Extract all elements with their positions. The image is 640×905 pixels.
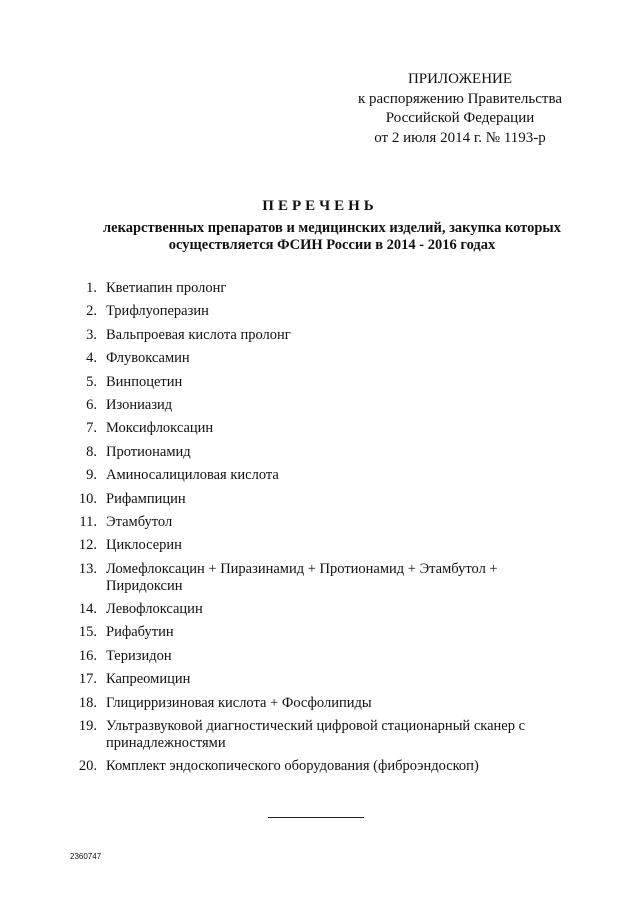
list-item-number: 6. <box>86 396 97 413</box>
appendix-title: ПРИЛОЖЕНИЕ <box>407 71 513 87</box>
list-item <box>0 420 640 437</box>
list-item-number: 18. <box>78 694 97 711</box>
list-item-name: Ломефлоксацин + Пиразинамид + Протионамид + Этамбутол + Пиридоксин <box>106 560 498 594</box>
list-item <box>0 303 640 320</box>
list-item-number: 5. <box>86 373 97 390</box>
list-item-name: Трифлуоперазин <box>106 303 209 320</box>
appendix-authority-line: Российской Федерации <box>385 110 535 126</box>
subtitle-line-2: осуществляется ФСИН России в 2014 - 2016 годах <box>168 237 496 253</box>
appendix-date-line: от 2 июля 2014 г. № 1193-р <box>374 129 546 146</box>
list-item-number: 8. <box>86 443 97 460</box>
list-item-number: 9. <box>86 467 97 484</box>
list-item-number: 12. <box>78 537 97 554</box>
list-item-number: 20. <box>78 758 97 775</box>
list-item <box>0 280 640 297</box>
list-item-name: Рифабутин <box>106 624 174 641</box>
list-item-number: 10. <box>78 490 97 507</box>
list-item-name: Флувоксамин <box>106 350 190 367</box>
list-item-name: Этамбутол <box>106 513 173 530</box>
list-item-number: 13. <box>78 560 97 577</box>
list-item <box>0 491 640 508</box>
list-item-name: Теризидон <box>106 647 172 664</box>
list-item-number: 11. <box>79 513 97 530</box>
document-number: 2360747 <box>70 852 102 861</box>
list-item-name: Капреомицин <box>106 671 191 688</box>
list-item-name: Циклосерин <box>106 537 182 554</box>
closing-rule <box>268 817 364 818</box>
subtitle-line-1: лекарственных препаратов и медицинских изделий, закупка которых <box>103 220 561 236</box>
list-item-number: 17. <box>78 671 97 688</box>
list-item-number: 4. <box>86 350 97 367</box>
appendix-block <box>320 70 600 148</box>
list-item-name: Вальпроевая кислота пролонг <box>106 326 291 343</box>
list-item-name: Моксифлоксацин <box>106 420 214 437</box>
document-title: ПЕРЕЧЕНЬ <box>262 198 378 214</box>
list-item-name: Левофлоксацин <box>106 601 203 618</box>
list-item-name: Винпоцетин <box>106 373 183 390</box>
document-subtitle <box>60 220 604 254</box>
list-item-name: Ультразвуковой диагностический цифровой стационарный сканер с принадлежностями <box>106 718 526 752</box>
list-item <box>0 514 640 531</box>
list-item <box>0 718 640 752</box>
list-item-name: Изониазид <box>106 396 173 413</box>
list-item-name: Рифампицин <box>106 490 186 507</box>
list-item <box>0 327 640 344</box>
list-item-name: Глицирризиновая кислота + Фосфолипиды <box>106 694 372 711</box>
list-item <box>0 758 640 775</box>
list-item-name: Протионамид <box>106 443 191 460</box>
list-item <box>0 467 640 484</box>
list-item-name: Кветиапин пролонг <box>106 280 227 296</box>
appendix-decree-line: к распоряжению Правительства <box>357 90 562 107</box>
list-item-number: 3. <box>86 326 97 343</box>
list-item <box>0 695 640 712</box>
list-item <box>0 444 640 461</box>
list-item-number: 7. <box>86 420 97 437</box>
list-item-name: Аминосалициловая кислота <box>106 467 279 484</box>
list-item-number: 19. <box>78 718 97 735</box>
list-item-number: 15. <box>78 624 97 641</box>
list-item-name: Комплект эндоскопического оборудования (фиброэндоскоп) <box>106 758 479 775</box>
list-item-number: 14. <box>78 601 97 618</box>
list-item <box>0 374 640 391</box>
list-item-number: 2. <box>86 303 97 320</box>
list-item <box>0 561 640 595</box>
list-item <box>0 537 640 554</box>
list-item-number: 1. <box>86 280 97 296</box>
list-item <box>0 671 640 688</box>
list-item-number: 16. <box>78 647 97 664</box>
list-item <box>0 601 640 618</box>
items-list <box>0 280 640 782</box>
list-item <box>0 350 640 367</box>
list-item <box>0 397 640 414</box>
list-item <box>0 648 640 665</box>
list-item <box>0 624 640 641</box>
